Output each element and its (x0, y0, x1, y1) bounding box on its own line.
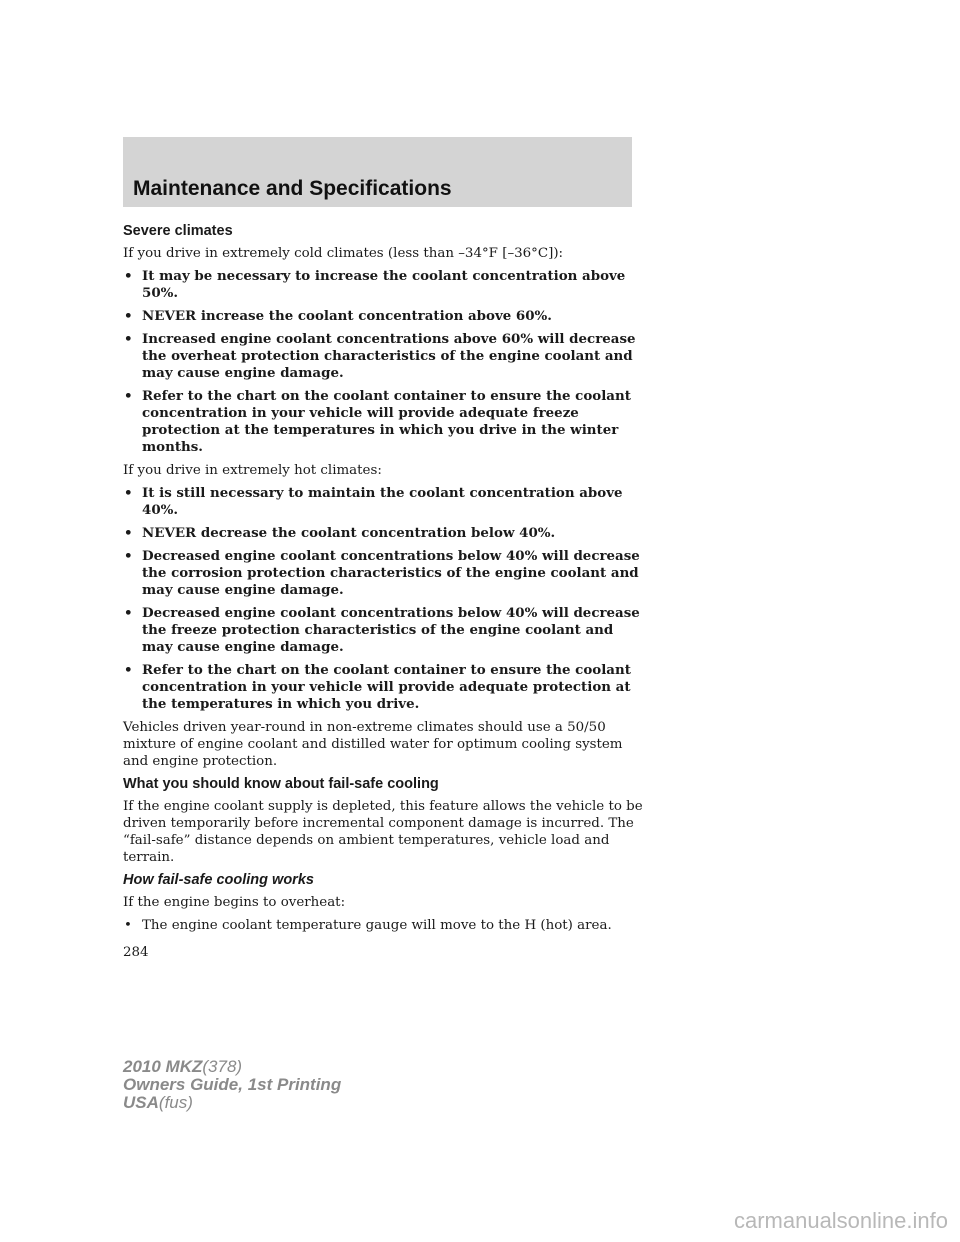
body-paragraph: If you drive in extremely cold climates (less than –34°F [–36°C]): (123, 246, 564, 261)
page-body (123, 219, 643, 940)
bullet-item: • NEVER decrease the coolant concentration below 40%. (123, 525, 643, 542)
bullet-list (123, 268, 643, 456)
bullet-list (123, 485, 643, 713)
footer-model: 2010 MKZ (123, 1057, 203, 1076)
print-footer (123, 1058, 341, 1112)
body-paragraph: If the engine coolant supply is depleted, this feature allows the vehicle to be driven temporarily before incremental component damage is incurred. The “fail-safe” distance depends on ambient temperatures, vehicle load and terrain. (123, 799, 643, 865)
bullet-item: • Increased engine coolant concentrations above 60% will decrease the overheat protection characteristics of the engine coolant and may cause engine damage. (123, 331, 643, 382)
body-paragraph: Vehicles driven year-round in non-extreme climates should use a 50/50 mixture of engine coolant and distilled water for optimum cooling system and engine protection. (123, 720, 623, 769)
bullet-item: • Refer to the chart on the coolant container to ensure the coolant concentration in your vehicle will provide adequate protection at the temperatures in which you drive. (123, 662, 643, 713)
footer-code: (378) (202, 1057, 243, 1076)
section-header-band (123, 137, 632, 207)
footer-market: USA (123, 1093, 159, 1112)
section-heading: Severe climates (123, 223, 233, 239)
bullet-item: • The engine coolant temperature gauge will move to the H (hot) area. (123, 917, 643, 934)
body-paragraph: If you drive in extremely hot climates: (123, 463, 382, 478)
bullet-item: • Decreased engine coolant concentrations below 40% will decrease the corrosion protection characteristics of the engine coolant and may cause engine damage. (123, 548, 643, 599)
bullet-item: • It is still necessary to maintain the coolant concentration above 40%. (123, 485, 643, 519)
bullet-item: • NEVER increase the coolant concentration above 60%. (123, 308, 643, 325)
bullet-item: • Refer to the chart on the coolant container to ensure the coolant concentration in your vehicle will provide adequate freeze protection at the temperatures in which you drive in the winter months. (123, 388, 643, 456)
bullet-list (123, 917, 643, 934)
footer-printing: Owners Guide, 1st Printing (123, 1075, 342, 1094)
footer-market-code: (fus) (158, 1093, 193, 1112)
body-paragraph: If the engine begins to overheat: (123, 895, 346, 910)
bullet-item: • Decreased engine coolant concentrations below 40% will decrease the freeze protection characteristics of the engine coolant and may cause engine damage. (123, 605, 643, 656)
section-heading: What you should know about fail-safe cooling (123, 776, 439, 792)
section-subheading: How fail-safe cooling works (123, 872, 314, 888)
site-watermark: carmanualsonline.info (733, 1208, 948, 1233)
page-number: 284 (123, 945, 149, 960)
section-title: Maintenance and Specifications (133, 177, 452, 200)
bullet-item: • It may be necessary to increase the coolant concentration above 50%. (123, 268, 643, 302)
